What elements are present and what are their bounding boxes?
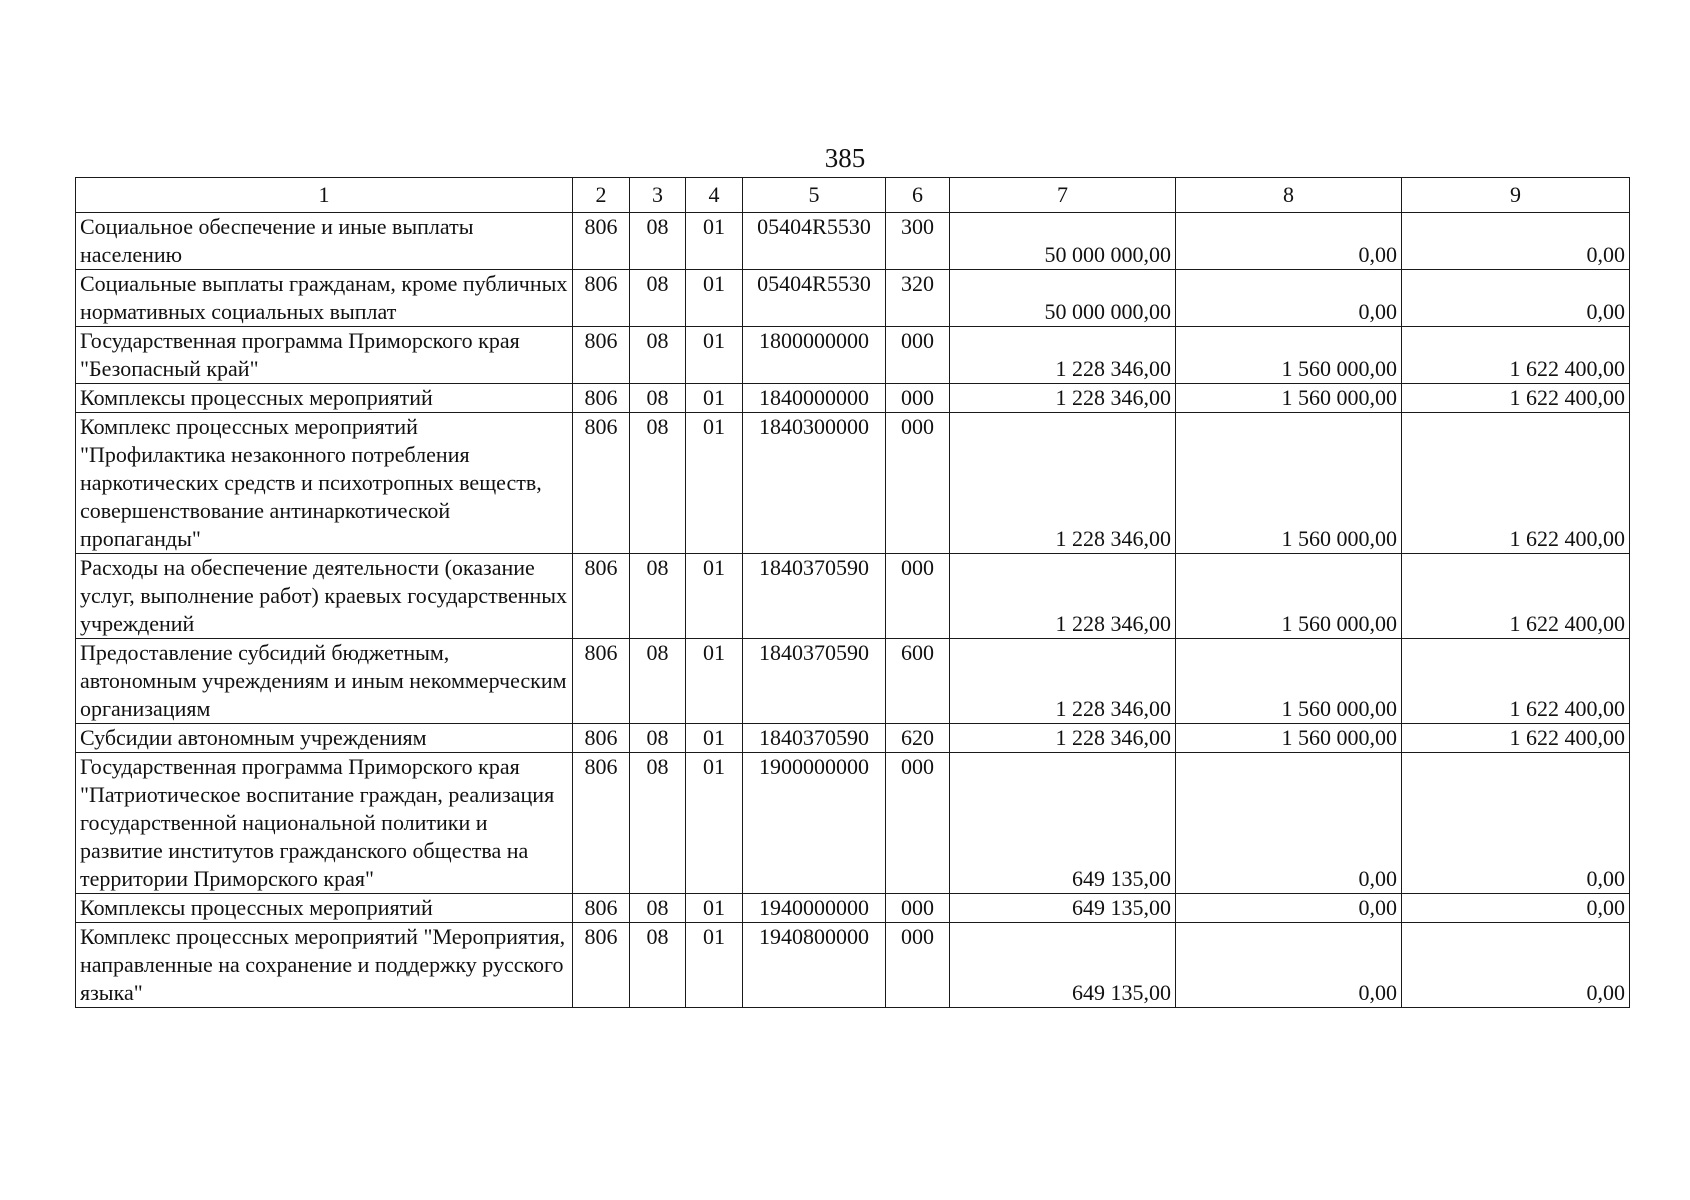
row-name: Комплексы процессных мероприятий bbox=[76, 894, 573, 923]
amount-col-8: 1 560 000,00 bbox=[1176, 413, 1402, 554]
row-name: Комплекс процессных мероприятий "Профилактика незаконного потребления наркотических средств и психотропных веществ, совершенствование антинаркотической пропаганды" bbox=[76, 413, 573, 554]
subsection-code: 01 bbox=[686, 327, 743, 384]
amount-col-7: 1 228 346,00 bbox=[950, 384, 1176, 413]
target-article-code: 05404R5530 bbox=[743, 213, 886, 270]
row-name: Государственная программа Приморского края "Патриотическое воспитание граждан, реализация государственной национальной политики и развитие институтов гражданского общества на территории Приморского края" bbox=[76, 753, 573, 894]
row-name: Субсидии автономным учреждениям bbox=[76, 724, 573, 753]
ministry-code: 806 bbox=[573, 639, 630, 724]
target-article-code: 05404R5530 bbox=[743, 270, 886, 327]
table-row bbox=[76, 554, 1630, 639]
amount-col-7: 50 000 000,00 bbox=[950, 213, 1176, 270]
expense-type-code: 000 bbox=[886, 384, 950, 413]
column-header: 3 bbox=[630, 178, 686, 213]
budget-table bbox=[75, 177, 1630, 1008]
subsection-code: 01 bbox=[686, 554, 743, 639]
column-header: 6 bbox=[886, 178, 950, 213]
subsection-code: 01 bbox=[686, 213, 743, 270]
column-header: 9 bbox=[1402, 178, 1630, 213]
amount-col-9: 1 622 400,00 bbox=[1402, 384, 1630, 413]
table-row bbox=[76, 639, 1630, 724]
amount-col-8: 0,00 bbox=[1176, 213, 1402, 270]
amount-col-7: 1 228 346,00 bbox=[950, 327, 1176, 384]
amount-col-7: 50 000 000,00 bbox=[950, 270, 1176, 327]
amount-col-7: 649 135,00 bbox=[950, 753, 1176, 894]
amount-col-8: 0,00 bbox=[1176, 270, 1402, 327]
table-row bbox=[76, 894, 1630, 923]
amount-col-8: 1 560 000,00 bbox=[1176, 639, 1402, 724]
target-article-code: 1800000000 bbox=[743, 327, 886, 384]
section-code: 08 bbox=[630, 327, 686, 384]
amount-col-8: 1 560 000,00 bbox=[1176, 554, 1402, 639]
section-code: 08 bbox=[630, 894, 686, 923]
expense-type-code: 620 bbox=[886, 724, 950, 753]
section-code: 08 bbox=[630, 384, 686, 413]
amount-col-8: 1 560 000,00 bbox=[1176, 724, 1402, 753]
row-name: Предоставление субсидий бюджетным, автономным учреждениям и иным некоммерческим организациям bbox=[76, 639, 573, 724]
subsection-code: 01 bbox=[686, 384, 743, 413]
target-article-code: 1840370590 bbox=[743, 639, 886, 724]
table-row bbox=[76, 384, 1630, 413]
ministry-code: 806 bbox=[573, 270, 630, 327]
table-row bbox=[76, 213, 1630, 270]
amount-col-9: 0,00 bbox=[1402, 270, 1630, 327]
ministry-code: 806 bbox=[573, 413, 630, 554]
column-header: 2 bbox=[573, 178, 630, 213]
table-row bbox=[76, 327, 1630, 384]
table-row bbox=[76, 270, 1630, 327]
expense-type-code: 300 bbox=[886, 213, 950, 270]
subsection-code: 01 bbox=[686, 413, 743, 554]
section-code: 08 bbox=[630, 413, 686, 554]
table-row bbox=[76, 753, 1630, 894]
table-row bbox=[76, 724, 1630, 753]
row-name: Социальное обеспечение и иные выплаты населению bbox=[76, 213, 573, 270]
target-article-code: 1900000000 bbox=[743, 753, 886, 894]
table-header-row bbox=[76, 178, 1630, 213]
ministry-code: 806 bbox=[573, 923, 630, 1008]
amount-col-9: 0,00 bbox=[1402, 923, 1630, 1008]
ministry-code: 806 bbox=[573, 894, 630, 923]
ministry-code: 806 bbox=[573, 384, 630, 413]
amount-col-9: 0,00 bbox=[1402, 894, 1630, 923]
subsection-code: 01 bbox=[686, 724, 743, 753]
amount-col-8: 1 560 000,00 bbox=[1176, 327, 1402, 384]
amount-col-8: 1 560 000,00 bbox=[1176, 384, 1402, 413]
ministry-code: 806 bbox=[573, 724, 630, 753]
amount-col-8: 0,00 bbox=[1176, 753, 1402, 894]
amount-col-7: 649 135,00 bbox=[950, 894, 1176, 923]
page-number: 385 bbox=[824, 143, 866, 173]
expense-type-code: 000 bbox=[886, 923, 950, 1008]
row-name: Комплексы процессных мероприятий bbox=[76, 384, 573, 413]
target-article-code: 1840370590 bbox=[743, 554, 886, 639]
table-row bbox=[76, 413, 1630, 554]
row-name: Государственная программа Приморского края "Безопасный край" bbox=[76, 327, 573, 384]
ministry-code: 806 bbox=[573, 554, 630, 639]
amount-col-9: 1 622 400,00 bbox=[1402, 639, 1630, 724]
amount-col-9: 1 622 400,00 bbox=[1402, 724, 1630, 753]
subsection-code: 01 bbox=[686, 753, 743, 894]
column-header: 4 bbox=[686, 178, 743, 213]
amount-col-9: 1 622 400,00 bbox=[1402, 554, 1630, 639]
column-header: 1 bbox=[76, 178, 573, 213]
section-code: 08 bbox=[630, 724, 686, 753]
amount-col-8: 0,00 bbox=[1176, 894, 1402, 923]
section-code: 08 bbox=[630, 639, 686, 724]
ministry-code: 806 bbox=[573, 327, 630, 384]
row-name: Расходы на обеспечение деятельности (оказание услуг, выполнение работ) краевых государственных учреждений bbox=[76, 554, 573, 639]
amount-col-8: 0,00 bbox=[1176, 923, 1402, 1008]
column-header: 7 bbox=[950, 178, 1176, 213]
expense-type-code: 600 bbox=[886, 639, 950, 724]
subsection-code: 01 bbox=[686, 270, 743, 327]
target-article-code: 1840300000 bbox=[743, 413, 886, 554]
target-article-code: 1840370590 bbox=[743, 724, 886, 753]
amount-col-7: 1 228 346,00 bbox=[950, 554, 1176, 639]
subsection-code: 01 bbox=[686, 923, 743, 1008]
expense-type-code: 320 bbox=[886, 270, 950, 327]
amount-col-9: 0,00 bbox=[1402, 213, 1630, 270]
ministry-code: 806 bbox=[573, 753, 630, 894]
row-name: Социальные выплаты гражданам, кроме публичных нормативных социальных выплат bbox=[76, 270, 573, 327]
amount-col-7: 1 228 346,00 bbox=[950, 639, 1176, 724]
section-code: 08 bbox=[630, 270, 686, 327]
section-code: 08 bbox=[630, 213, 686, 270]
column-header: 8 bbox=[1176, 178, 1402, 213]
expense-type-code: 000 bbox=[886, 413, 950, 554]
section-code: 08 bbox=[630, 753, 686, 894]
section-code: 08 bbox=[630, 554, 686, 639]
amount-col-7: 1 228 346,00 bbox=[950, 724, 1176, 753]
expense-type-code: 000 bbox=[886, 894, 950, 923]
target-article-code: 1940000000 bbox=[743, 894, 886, 923]
amount-col-9: 1 622 400,00 bbox=[1402, 327, 1630, 384]
amount-col-7: 1 228 346,00 bbox=[950, 413, 1176, 554]
subsection-code: 01 bbox=[686, 639, 743, 724]
amount-col-7: 649 135,00 bbox=[950, 923, 1176, 1008]
column-header: 5 bbox=[743, 178, 886, 213]
expense-type-code: 000 bbox=[886, 753, 950, 894]
target-article-code: 1840000000 bbox=[743, 384, 886, 413]
expense-type-code: 000 bbox=[886, 327, 950, 384]
row-name: Комплекс процессных мероприятий "Мероприятия, направленные на сохранение и поддержку русского языка" bbox=[76, 923, 573, 1008]
expense-type-code: 000 bbox=[886, 554, 950, 639]
amount-col-9: 1 622 400,00 bbox=[1402, 413, 1630, 554]
table-row bbox=[76, 923, 1630, 1008]
target-article-code: 1940800000 bbox=[743, 923, 886, 1008]
amount-col-9: 0,00 bbox=[1402, 753, 1630, 894]
subsection-code: 01 bbox=[686, 894, 743, 923]
ministry-code: 806 bbox=[573, 213, 630, 270]
section-code: 08 bbox=[630, 923, 686, 1008]
